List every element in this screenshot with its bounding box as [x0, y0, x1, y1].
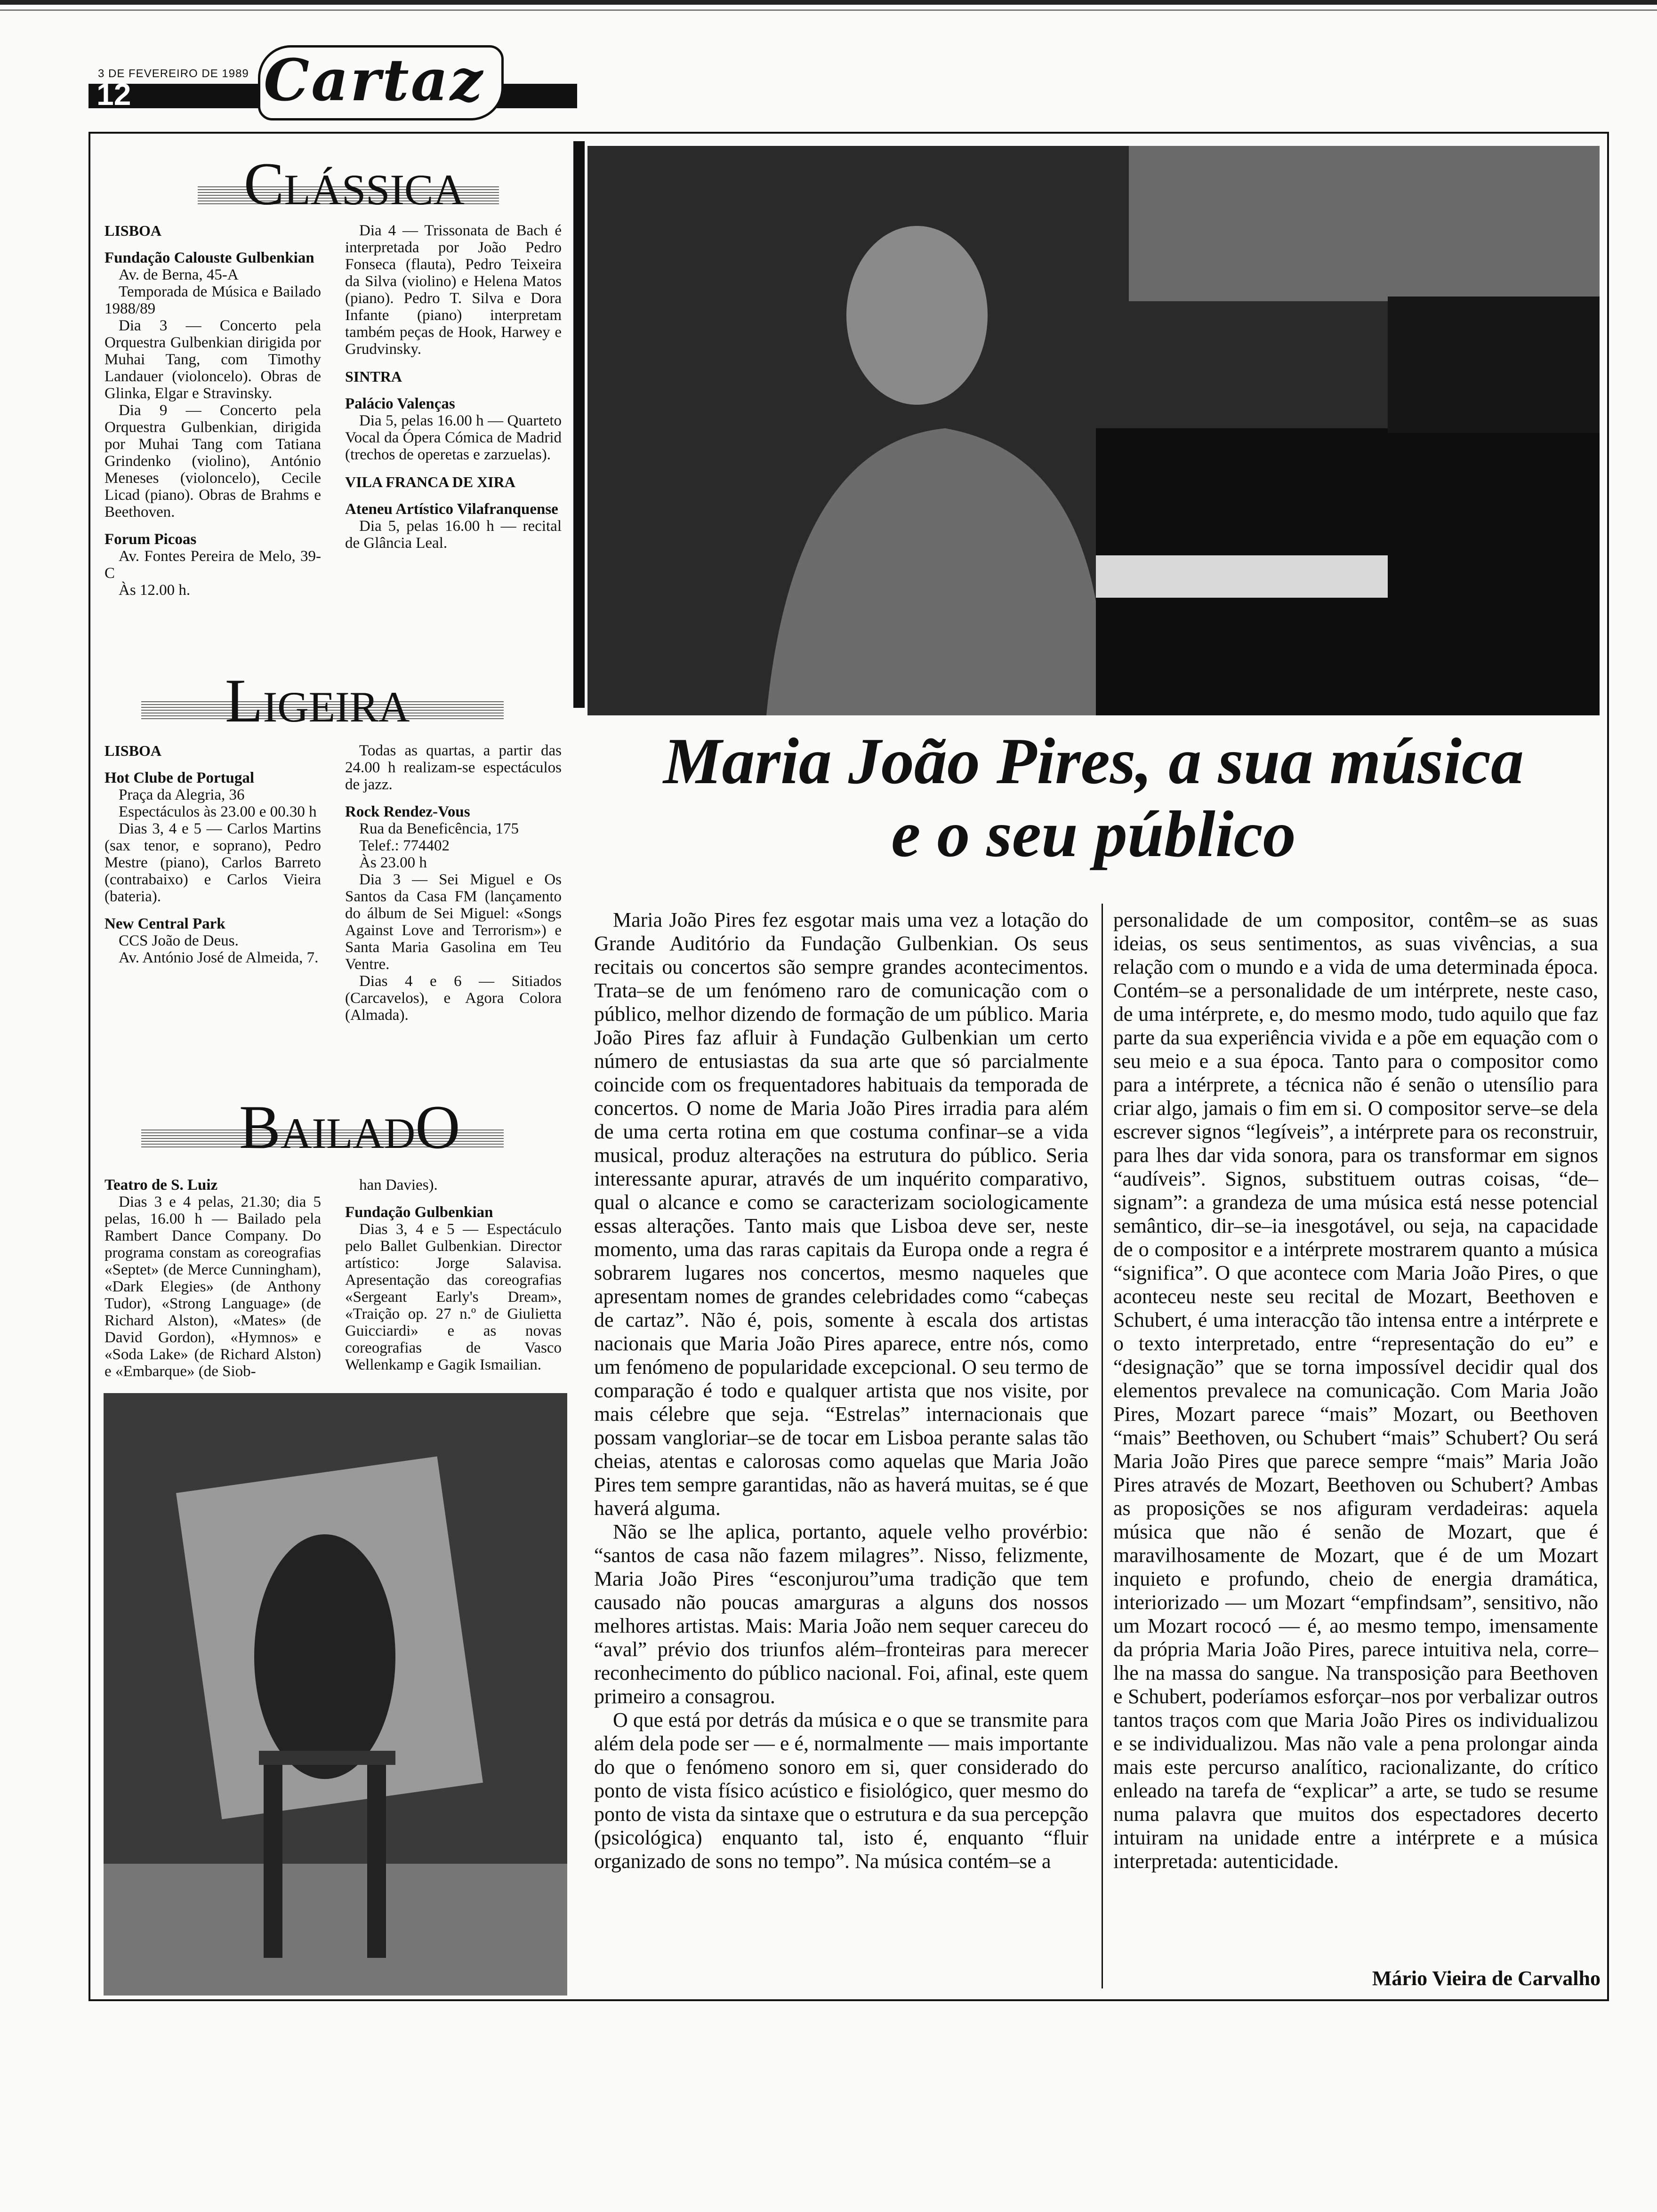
section-logo: Cartaz: [264, 46, 485, 114]
dancer-photo: [104, 1393, 567, 1996]
pianist-photo-drawing: [587, 146, 1600, 715]
listing-text: Dia 3 — Concerto pela Orquestra Gulbenkian dirigida por Muhai Tang, com Timothy Landauer (violoncelo). Obras de Glinka, Elgar e Stravinsky.: [105, 317, 321, 402]
listing-text: Dias 3, 4 e 5 — Carlos Martins (sax tenor, e soprano), Pedro Mestre (piano), Carlos Barreto (contrabaixo) e Carlos Vieira (bateria).: [105, 820, 321, 905]
listing-text: Dia 3 — Sei Miguel e Os Santos da Casa FM (lançamento do álbum de Sei Miguel: «Songs Against Love and Terrorism») e Santa Maria Gasolina em Teu Ventre.: [345, 871, 562, 973]
listing-venue: Rock Rendez-Vous: [345, 803, 470, 820]
pianist-photo: [587, 146, 1600, 715]
listing-city: LISBOA: [105, 742, 161, 759]
listing-text: Av. António José de Almeida, 7.: [119, 949, 319, 966]
article-title: [587, 725, 1600, 871]
article-column-rule: [1102, 904, 1103, 1988]
classica-heading: [244, 150, 465, 219]
bailado-col2: [345, 1177, 562, 1373]
listing-venue: Hot Clube de Portugal: [105, 769, 255, 786]
listing-text: Dias 3, 4 e 5 — Espectáculo pelo Ballet Gulbenkian. Director artístico: Jorge Salavisa. Apresentação das coreografias «Sergeant Early's Dream», «Traição op. 27 n.º de Giulietta Guicciardi» e as novas coreografias de Vasco Wellenkamp e Gagik Ismailian.: [345, 1221, 562, 1373]
article-paragraph: Maria João Pires fez esgotar mais uma vez a lotação do Grande Auditório da Fundação Gulbenkian. Os seus recitais ou concertos são sempre grandes acontecimentos. Trata–se de um fenómeno raro de comunicação com o público, melhor dizendo de formação de um público. Maria João Pires faz afluir à Fundação Gulbenkian um certo número de entusiastas da sua arte que só parcialmente coincide com os frequentadores habituais da temporada de concertos. O nome de Maria João Pires irradia para além de uma certa rotina em que costuma confinar–se a vida musical, produz alterações na estrutura do público. Seria interessante apurar, através de um inquérito comparativo, qual o alcance e como se caracterizam sociologicamente essas alterações. Tanto mais que Lisboa deve ser, neste momento, uma das raras capitais da Europa onde a regra é sobrarem lugares nos concertos, mesmo naqueles que apresentam nomes de grandes celebridades como “cabeças de cartaz”. Não é, pois, somente à escala dos artistas nacionais que Maria João Pires aparece, entre nós, como um fenómeno de popularidade excepcional. O seu termo de comparação é todo e qualquer artista que nos visite, por mais célebre que seja. “Estrelas” internacionais que possam vangloriar–se de tocar em Lisboa perante salas tão cheias, atentas e calorosas como aquelas que Maria João Pires tem sempre garantidas, não as haverá muitas, se é que haverá alguma.: [594, 908, 1088, 1520]
listing-city: SINTRA: [345, 368, 402, 385]
listing-text: Às 12.00 h.: [119, 582, 191, 599]
listing-city: LISBOA: [105, 222, 161, 239]
listing-text: Dia 9 — Concerto pela Orquestra Gulbenkian, dirigida por Muhai Tang com Tatiana Grindenko (violino), António Meneses (violoncelo), Cecile Licad (piano). Obras de Brahms e Beethoven.: [105, 402, 321, 521]
article-col2: [1113, 908, 1598, 1873]
listing-venue: Forum Picoas: [105, 531, 197, 548]
issue-date: 3 DE FEVEREIRO DE 1989: [98, 67, 249, 80]
listing-text: Praça da Alegria, 36: [119, 786, 245, 803]
listing-venue: Ateneu Artístico Vilafranquense: [345, 501, 558, 518]
listing-text: Av. de Berna, 45-A: [119, 266, 239, 283]
listing-venue: Fundação Gulbenkian: [345, 1204, 493, 1221]
listing-venue: Fundação Calouste Gulbenkian: [105, 249, 314, 266]
listing-text: han Davies).: [359, 1177, 438, 1194]
ligeira-heading-initial: L: [225, 666, 263, 735]
listing-text: Todas as quartas, a partir das 24.00 h realizam-se espectáculos de jazz.: [345, 742, 562, 793]
article-byline: Mário Vieira de Carvalho: [1372, 1967, 1601, 1990]
top-rule-thin: [0, 9, 1657, 11]
listing-text: Dia 5, pelas 16.00 h — Quarteto Vocal da Ópera Cómica de Madrid (trechos de operetas e zarzuelas).: [345, 412, 562, 463]
classica-col2: [345, 222, 562, 552]
article-paragraph: personalidade de um compositor, contêm–se as suas ideias, os seus sentimentos, as suas vivências, a sua relação com o mundo e a vida de uma determinada época. Contém–se a personalidade de um intérprete, neste caso, de uma intérprete, e, do mesmo modo, tudo aquilo que faz parte da sua experiência vivida e a põe em equação com o seu meio e a sua época. Tanto para o compositor como para a intérprete, a técnica não é senão o utensílio para criar algo, jamais o fim em si. O compositor serve–se dela escrever signos “legíveis”, a intérprete para os reconstruir, para lhes dar vida sonora, para os transformar em signos “audíveis”. Signos, substituem outras coisas, “de–signam”: a grandeza de uma música está nesse potencial semântico, dir–se–ia inesgotável, ou seja, na capacidade de o compositor e a intérprete mostrarem quanto a música “significa”. O que acontece com Maria João Pires, o que aconteceu neste seu recital de Mozart, Beethoven e Schubert, é uma interacção tão intensa entre a intérprete e o texto interpretado, entre “representação do eu” e “designação” que se torna impossível decidir qual dos elementos prevalece na comunicação. Com Maria João Pires, Mozart parece “mais” Mozart, ou Beethoven “mais” Beethoven, ou Schubert “mais” Schubert? Ou será Maria João Pires que parece sempre “mais” Maria João Pires através de Mozart, Beethoven ou Schubert? Ambas as proposições se nos afiguram verdadeiras: aquela música que não é senão de Mozart, que é maravilhosamente de Mozart, que é de um Mozart inquieto e profundo, cheio de energia dramática, interiorizado — um Mozart “empfindsam”, sensitivo, não um Mozart rococó — é, ao mesmo tempo, imensamente da própria Maria João Pires, parece intuitiva nela, corre–lhe na massa do sangue. Na transposição para Beethoven e Schubert, poderíamos esforçar–nos por verbalizar outros tantos traços com que Maria João Pires os individualizou e se individualizou. Mas não vale a pena prolongar ainda mais este percurso analítico, racionalizante, do crítico enleado na tarefa de “explicar” a arte, se tudo se resume numa palavra que muitos dos espectadores decerto intuiram na unidade entre a intérprete e a música interpretada: autenticidade.: [1113, 908, 1598, 1873]
listing-text: Dia 5, pelas 16.00 h — recital de Glância Leal.: [345, 518, 562, 552]
dancer-photo-drawing: [104, 1393, 567, 1996]
listing-text: Dia 4 — Trissonata de Bach é interpretada por João Pedro Fonseca (flauta), Pedro Teixeira da Silva (violino) e Helena Matos (piano). Pedro T. Silva e Dora Infante (piano) interpretam também peças de Hook, Harwey e Grudvinsky.: [345, 222, 562, 358]
bailado-heading: [239, 1091, 460, 1163]
bailado-heading-final: O: [415, 1092, 460, 1162]
listing-text: Dias 4 e 6 — Sitiados (Carcavelos), e Agora Colora (Almada).: [345, 973, 562, 1024]
article-paragraph: Não se lhe aplica, portanto, aquele velho provérbio: “santos de casa não fazem milagres”. Nisso, felizmente, Maria João Pires “esconjurou”uma tradição que tem causado não poucas amarguras a alguns dos nossos melhores artistas. Mais: Maria João nem sequer careceu do “aval” prévio dos triunfos além–fronteiras para merecer reconhecimento do público nacional. Foi, afinal, este quem primeiro a consagrou.: [594, 1520, 1088, 1708]
ligeira-col1: [105, 742, 321, 966]
page-number: 12: [97, 77, 131, 112]
listing-venue: Palácio Valenças: [345, 395, 455, 412]
classica-heading-initial: C: [244, 151, 284, 217]
listing-text: Telef.: 774402: [359, 837, 450, 854]
bailado-col1: [105, 1177, 321, 1380]
listing-venue: New Central Park: [105, 915, 225, 932]
listing-text: Rua da Beneficência, 175: [359, 820, 519, 837]
listing-text: CCS João de Deus.: [119, 932, 239, 949]
listing-text: Às 23.00 h: [359, 854, 427, 871]
listing-text: Temporada de Música e Bailado 1988/89: [105, 283, 321, 317]
listing-city: VILA FRANCA DE XIRA: [345, 473, 515, 490]
article-col1: [594, 908, 1088, 1873]
ligeira-col2: [345, 742, 562, 1024]
ligeira-heading-rest: IGEIRA: [263, 683, 410, 731]
listing-text: Dias 3 e 4 pelas, 21.30; dia 5 pelas, 16.00 h — Bailado pela Rambert Dance Company. Do programa constam as coreografias «Septet» (de Merce Cunningham), «Dark Elegies» (de Anthony Tudor), «Strong Language» (de Richard Alston), «Mates» (de David Gordon), «Hymnos» e «Soda Lake» (de Richard Alston) e «Embarque» (de Siob-: [105, 1194, 321, 1380]
listing-venue: Teatro de S. Luiz: [105, 1177, 218, 1194]
article-title-line2: e o seu público: [891, 798, 1296, 871]
listing-text: Espectáculos às 23.00 e 00.30 h: [119, 803, 317, 820]
classica-heading-rest: LÁSSICA: [284, 166, 465, 214]
bailado-heading-initial: B: [239, 1092, 281, 1162]
classica-col1: [105, 222, 321, 599]
top-rule: [0, 0, 1657, 5]
article-title-line1: Maria João Pires, a sua música: [663, 725, 1524, 798]
article-paragraph: O que está por detrás da música e o que se transmite para além dela pode ser — e é, normalmente — mais importante do que o fenómeno sonoro em si, quer considerado do ponto de vista físico acústico e fisiológico, quer mesmo do ponto de vista da sintaxe que o estrutura e da sua percepção (psicológica) enquanto tal, isto é, enquanto “fluir organizado de sons no tempo”. Na música contém–se a: [594, 1708, 1088, 1873]
ligeira-heading: [225, 665, 410, 737]
bailado-heading-rest: AILAD: [281, 1109, 416, 1157]
listing-text: Av. Fontes Pereira de Melo, 39-C: [105, 548, 321, 582]
column-divider: [573, 141, 585, 708]
